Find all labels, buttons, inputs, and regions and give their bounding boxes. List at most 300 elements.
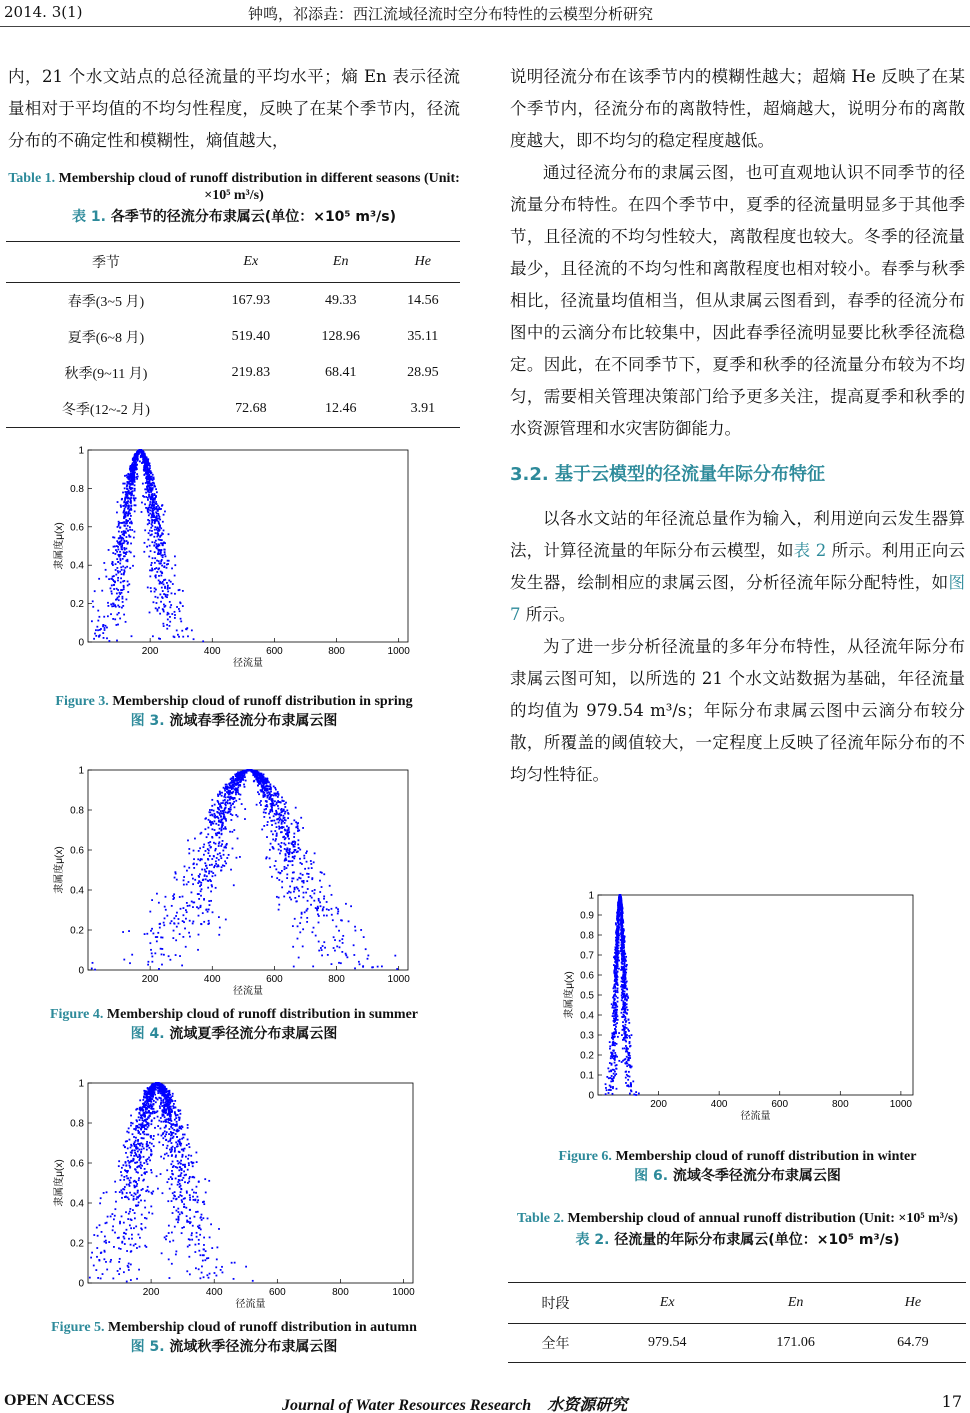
cloud-drop [144,1133,146,1135]
cloud-drop [176,1129,178,1131]
cloud-drop [337,910,339,912]
cloud-drop [169,1108,171,1110]
cloud-drop [165,596,167,598]
cloud-drop [182,1164,184,1166]
x-tick-label: 600 [266,646,283,657]
cloud-drop [92,600,94,602]
cloud-drop [164,511,166,513]
cloud-drop [172,1161,174,1163]
cloud-drop [182,605,184,607]
cloud-drop [156,1110,158,1112]
cloud-drop [157,1188,159,1190]
cloud-drop [210,847,212,849]
cloud-drop [264,794,266,796]
cloud-drop [128,492,130,494]
cloud-drop [290,860,292,862]
cloud-drop [225,811,227,813]
cloud-drop [158,607,160,609]
cloud-drop [315,935,317,937]
cloud-drop [129,518,131,520]
cloud-drop [120,1248,122,1250]
cloud-drop [228,808,230,810]
cloud-drop [303,880,305,882]
cloud-drop [134,463,136,465]
cloud-drop [191,1239,193,1241]
cloud-drop [223,854,225,856]
cloud-drop [138,449,140,451]
cloud-drop [292,844,294,846]
cloud-drop [189,920,191,922]
cloud-drop [127,481,129,483]
cloud-drop [273,820,275,822]
cloud-drop [150,1206,152,1208]
cloud-drop [127,581,129,583]
cloud-drop [195,1267,197,1269]
cloud-drop [151,494,153,496]
cloud-drop [336,945,338,947]
cloud-drop [164,562,166,564]
cloud-drop [179,1186,181,1188]
cloud-drop [270,799,272,801]
cloud-drop [151,570,153,572]
cloud-drop [284,848,286,850]
cloud-drop [201,888,203,890]
cloud-drop [154,1112,156,1114]
cloud-drop [217,864,219,866]
cloud-drop [244,808,246,810]
cloud-drop [110,1261,112,1263]
cloud-drop [161,1135,163,1137]
y-tick-label: 1 [78,445,84,457]
cloud-drop [225,847,227,849]
cloud-drop [332,919,334,921]
cloud-drop [154,522,156,524]
cloud-drop [110,1259,112,1261]
cloud-drop [172,937,174,939]
cloud-drop [381,966,383,968]
cloud-drop [130,493,132,495]
cloud-drop [129,567,131,569]
cloud-drop [151,513,153,515]
cloud-drop [281,823,283,825]
cloud-drop [143,1148,145,1150]
cloud-drop [181,1195,183,1197]
cloud-drop [629,1046,631,1048]
cloud-drop [144,933,146,935]
cloud-drop [137,1156,139,1158]
cloud-drop [204,1178,206,1180]
y-tick-label: 0.4 [70,885,84,897]
cloud-drop [266,795,268,797]
cloud-drop [350,905,352,907]
cloud-drop [175,1198,177,1200]
cloud-drop [288,828,290,830]
cloud-drop [269,858,271,860]
cloud-drop [147,463,149,465]
cloud-drop [131,954,133,956]
cloud-drop [278,871,280,873]
cloud-drop [178,918,180,920]
cloud-drop [138,1143,140,1145]
cloud-drop [133,1185,135,1187]
cloud-drop [131,1234,133,1236]
cloud-drop [228,811,230,813]
cloud-drop [146,1149,148,1151]
cell: 519.40 [231,329,271,344]
cloud-drop [187,840,189,842]
cloud-drop [118,531,120,533]
cloud-drop [183,876,185,878]
cloud-drop [162,1137,164,1139]
cloud-drop [276,818,278,820]
cloud-drop [193,1192,195,1194]
x-tick-label: 800 [328,646,345,657]
cloud-drop [191,892,193,894]
cloud-drop [129,529,131,531]
cloud-drop [134,484,136,486]
cloud-drop [95,629,97,631]
cloud-drop [148,1212,150,1214]
cloud-drop [271,801,273,803]
cloud-drop [117,548,119,550]
cloud-drop [129,1139,131,1141]
cloud-drop [166,1131,168,1133]
cloud-drop [172,1127,174,1129]
cloud-drop [137,1151,139,1153]
cloud-drop [265,812,267,814]
cloud-drop [179,1162,181,1164]
cloud-drop [171,1200,173,1202]
cloud-drop [151,478,153,480]
cloud-drop [187,1139,189,1141]
cloud-drop [148,1093,150,1095]
cloud-drop [172,583,174,585]
cloud-drop [162,590,164,592]
cloud-drop [215,887,217,889]
cloud-drop [174,1151,176,1153]
y-tick-label: 0.8 [70,805,84,817]
cloud-drop [217,832,219,834]
cloud-drop [118,554,120,556]
cloud-drop [338,930,340,932]
cloud-drop [198,1181,200,1183]
cloud-drop [279,813,281,815]
cloud-drop [120,522,122,524]
cloud-drop [136,464,138,466]
cloud-drop [131,470,133,472]
cloud-drop [142,495,144,497]
cloud-drop [171,1142,173,1144]
cloud-drop [112,618,114,620]
cloud-drop [175,1166,177,1168]
cloud-drop [208,909,210,911]
cloud-drop [211,871,213,873]
cloud-drop [238,785,240,787]
cloud-drop [282,800,284,802]
cloud-drop [128,583,130,585]
cloud-drop [296,900,298,902]
cloud-drop [269,793,271,795]
cloud-drop [269,849,271,851]
cloud-drop [147,961,149,963]
cloud-drop [284,858,286,860]
cloud-drop [220,815,222,817]
cloud-drop [169,616,171,618]
cloud-drop [168,955,170,957]
cloud-drop [153,1083,155,1085]
cloud-drop [221,843,223,845]
cloud-drop [164,586,166,588]
cloud-drop [278,849,280,851]
cloud-drop [165,909,167,911]
cloud-drop [179,955,181,957]
table1-title-en: Membership cloud of runoff distribution in different seasons (Unit: ×10⁵ m³/s) [58,171,460,203]
y-tick-label: 0.8 [70,483,84,495]
cloud-drop [180,1191,182,1193]
cloud-drop [206,909,208,911]
cloud-drop [228,783,230,785]
col-header: 季节 [6,242,206,283]
cloud-drop [214,816,216,818]
cloud-drop [169,1241,171,1243]
cloud-drop [260,779,262,781]
cloud-drop [274,865,276,867]
cloud-drop [202,640,204,642]
header-title: 钟鸣，祁添垚：西江流域径流时空分布特性的云模型分析研究 [248,5,654,23]
cloud-drop [115,599,117,601]
cloud-drop [178,1196,180,1198]
cloud-drop [150,1136,152,1138]
cloud-drop [185,918,187,920]
cloud-drop [283,809,285,811]
cloud-drop [181,1169,183,1171]
cloud-drop [181,630,183,632]
cloud-drop [200,833,202,835]
cloud-drop [117,577,119,579]
cloud-drop [134,1150,136,1152]
cloud-drop [295,807,297,809]
cloud-drop [154,1127,156,1129]
cloud-drop [179,1113,181,1115]
cloud-drop [137,458,139,460]
cloud-drop [183,1170,185,1172]
cloud-drop [288,860,290,862]
cloud-drop [116,551,118,553]
cloud-drop [189,1222,191,1224]
cloud-drop [165,1120,167,1122]
cloud-drop [134,467,136,469]
cloud-drop [123,1271,125,1273]
cloud-drop [317,906,319,908]
cloud-drop [259,802,261,804]
cloud-drop [180,602,182,604]
cloud-drop [127,1156,129,1158]
cloud-drop [117,605,119,607]
cloud-drop [158,553,160,555]
cloud-drop [163,1121,165,1123]
cloud-drop [138,1165,140,1167]
cloud-drop [134,1168,136,1170]
cloud-drop [171,1232,173,1234]
cloud-drop [169,1115,171,1117]
cloud-drop [135,504,137,506]
cloud-drop [128,497,130,499]
cloud-drop [107,605,109,607]
cloud-drop [222,810,224,812]
cloud-drop [121,1215,123,1217]
cloud-drop [313,861,315,863]
cloud-drop [112,536,114,538]
cloud-drop [167,588,169,590]
cloud-drop [157,1134,159,1136]
cloud-drop [180,1175,182,1177]
cloud-drop [127,498,129,500]
cloud-drop [208,819,210,821]
cloud-drop [190,1155,192,1157]
cloud-drop [159,581,161,583]
x-axis-label: 径流量 [233,986,263,997]
cloud-drop [155,511,157,513]
cloud-drop [179,1183,181,1185]
cloud-drop [281,870,283,872]
cloud-drop [121,1175,123,1177]
cloud-drop [228,796,230,798]
cloud-drop [289,897,291,899]
cloud-drop [123,1236,125,1238]
cloud-drop [164,549,166,551]
cloud-drop [172,1166,174,1168]
cloud-drop [119,1221,121,1223]
cloud-drop [217,800,219,802]
cloud-drop [172,895,174,897]
cloud-drop [288,856,290,858]
cloud-drop [126,536,128,538]
cloud-drop [237,838,239,840]
cloud-drop [198,880,200,882]
cloud-drop [188,848,190,850]
cloud-drop [169,1090,171,1092]
cloud-drop [122,931,124,933]
cloud-drop [138,1112,140,1114]
cloud-drop [164,1237,166,1239]
cloud-drop [175,1117,177,1119]
cloud-drop [121,589,123,591]
cloud-drop [283,896,285,898]
cloud-drop [163,922,165,924]
cloud-drop [161,587,163,589]
cloud-drop [183,914,185,916]
cloud-drop [132,476,134,478]
col-header: Ex [206,242,296,283]
cloud-drop [279,801,281,803]
cloud-drop [157,513,159,515]
cloud-drop [151,534,153,536]
cloud-drop [201,1272,203,1274]
cloud-drop [218,1228,220,1230]
cloud-drop [293,966,295,968]
cloud-drop [191,901,193,903]
cloud-drop [155,596,157,598]
cloud-drop [144,542,146,544]
cloud-drop [266,801,268,803]
cloud-drop [110,603,112,605]
cloud-drop [95,635,97,637]
cloud-drop [156,543,158,545]
cloud-drop [147,1186,149,1188]
cloud-drop [174,877,176,879]
cloud-drop [616,1088,618,1090]
cloud-drop [198,907,200,909]
cloud-drop [287,864,289,866]
cloud-drop [305,892,307,894]
cloud-drop [313,927,315,929]
cloud-drop [179,1180,181,1182]
cloud-drop [112,1225,114,1227]
cloud-drop [322,910,324,912]
cloud-drop [106,1191,108,1193]
cloud-drop [196,1236,198,1238]
cloud-drop [287,834,289,836]
cloud-drop [153,485,155,487]
cloud-drop [164,551,166,553]
cloud-drop [329,885,331,887]
cloud-drop [122,566,124,568]
cloud-drop [186,1215,188,1217]
cloud-drop [128,1238,130,1240]
cloud-drop [182,1154,184,1156]
cloud-drop [191,629,193,631]
cloud-drop [252,1280,254,1282]
cloud-drop [176,1131,178,1133]
cloud-drop [233,801,235,803]
cloud-drop [130,1147,132,1149]
cloud-drop [150,1101,152,1103]
cloud-drop [150,472,152,474]
y-tick-label: 0.2 [70,599,84,611]
cloud-drop [221,819,223,821]
cloud-drop [142,1126,144,1128]
cloud-drop [297,879,299,881]
cloud-drop [145,1121,147,1123]
cloud-drop [98,616,100,618]
cloud-drop [123,521,125,523]
cloud-drop [204,1259,206,1261]
cloud-drop [133,473,135,475]
cloud-drop [365,948,367,950]
cloud-drop [291,823,293,825]
cloud-drop [194,838,196,840]
cloud-drop [150,1087,152,1089]
cloud-drop [318,950,320,952]
cloud-drop [275,868,277,870]
cloud-drop [148,556,150,558]
cloud-drop [281,826,283,828]
cloud-drop [140,1167,142,1169]
cloud-drop [239,798,241,800]
cloud-drop [123,614,125,616]
cloud-drop [165,1126,167,1128]
cloud-drop [113,1218,115,1220]
cloud-drop [188,1143,190,1145]
cloud-drop [354,967,356,969]
cloud-drop [141,1214,143,1216]
cloud-drop [276,896,278,898]
cloud-drop [139,1237,141,1239]
cloud-drop [221,866,223,868]
cloud-drop [151,899,153,901]
cloud-drop [176,1146,178,1148]
cloud-drop [160,1156,162,1158]
